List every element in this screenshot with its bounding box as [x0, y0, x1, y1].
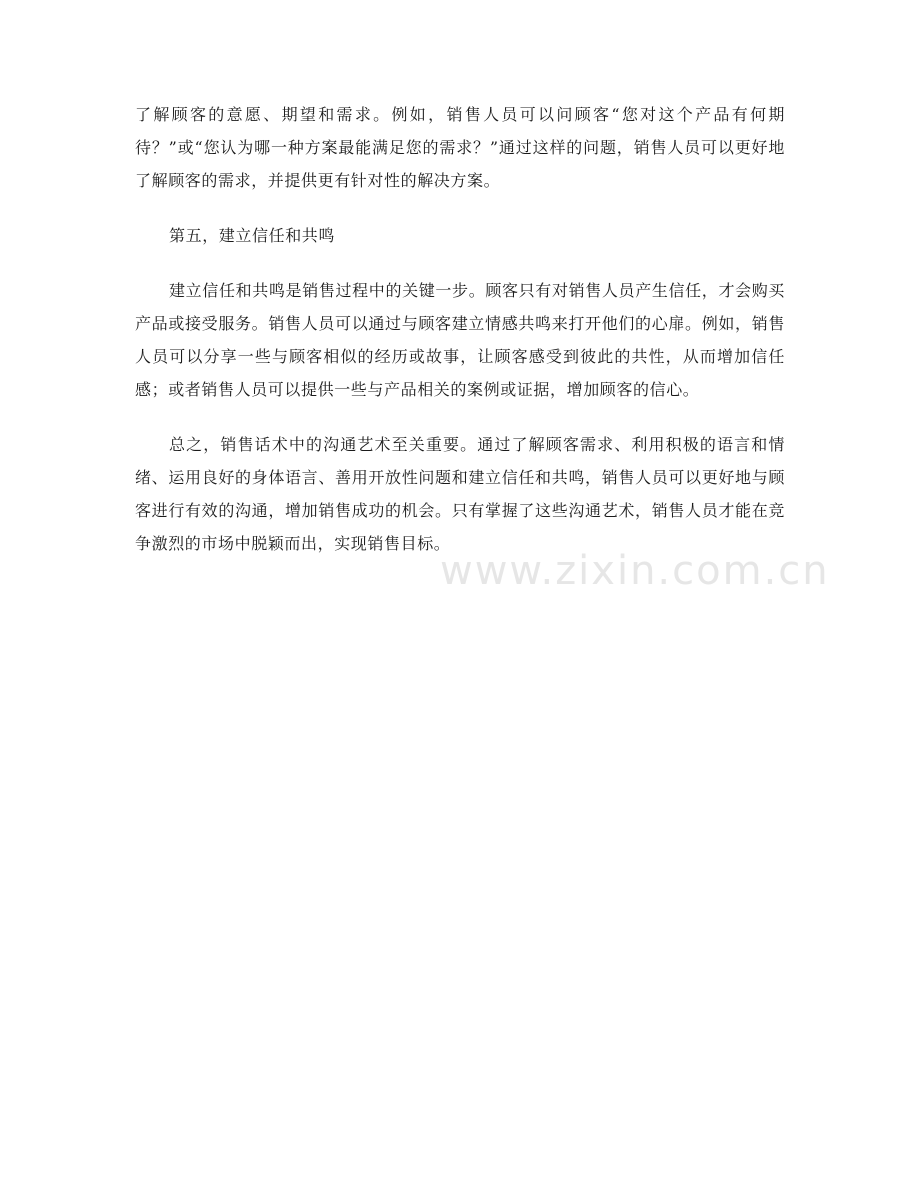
document-body: [135, 98, 785, 582]
section-heading: 第五，建立信任和共鸣: [169, 226, 336, 245]
paragraph-trust: 建立信任和共鸣是销售过程中的关键一步。顾客只有对销售人员产生信任，才会购买产品或接受服务。销售人员可以通过与顾客建立情感共鸣来打开他们的心扉。例如，销售人员可以分享一些与顾客相似的经历或故事，让顾客感受到彼此的共性，从而增加信任感；或者销售人员可以提供一些与产品相关的案例或证据，增加顾客的信心。: [135, 281, 785, 399]
watermark: www.zixin.com.cn: [440, 548, 830, 594]
paragraph-continuation: 了解顾客的意愿、期望和需求。例如，销售人员可以问顾客“您对这个产品有何期待？”或“您认为哪一种方案最能满足您的需求？”通过这样的问题，销售人员可以更好地了解顾客的需求，并提供更有针对性的解决方案。: [135, 105, 785, 190]
paragraph-conclusion: 总之，销售话术中的沟通艺术至关重要。通过了解顾客需求、利用积极的语言和情绪、运用良好的身体语言、善用开放性问题和建立信任和共鸣，销售人员可以更好地与顾客进行有效的沟通，增加销售成功的机会。只有掌握了这些沟通艺术，销售人员才能在竞争激烈的市场中脱颖而出，实现销售目标。: [135, 435, 785, 553]
